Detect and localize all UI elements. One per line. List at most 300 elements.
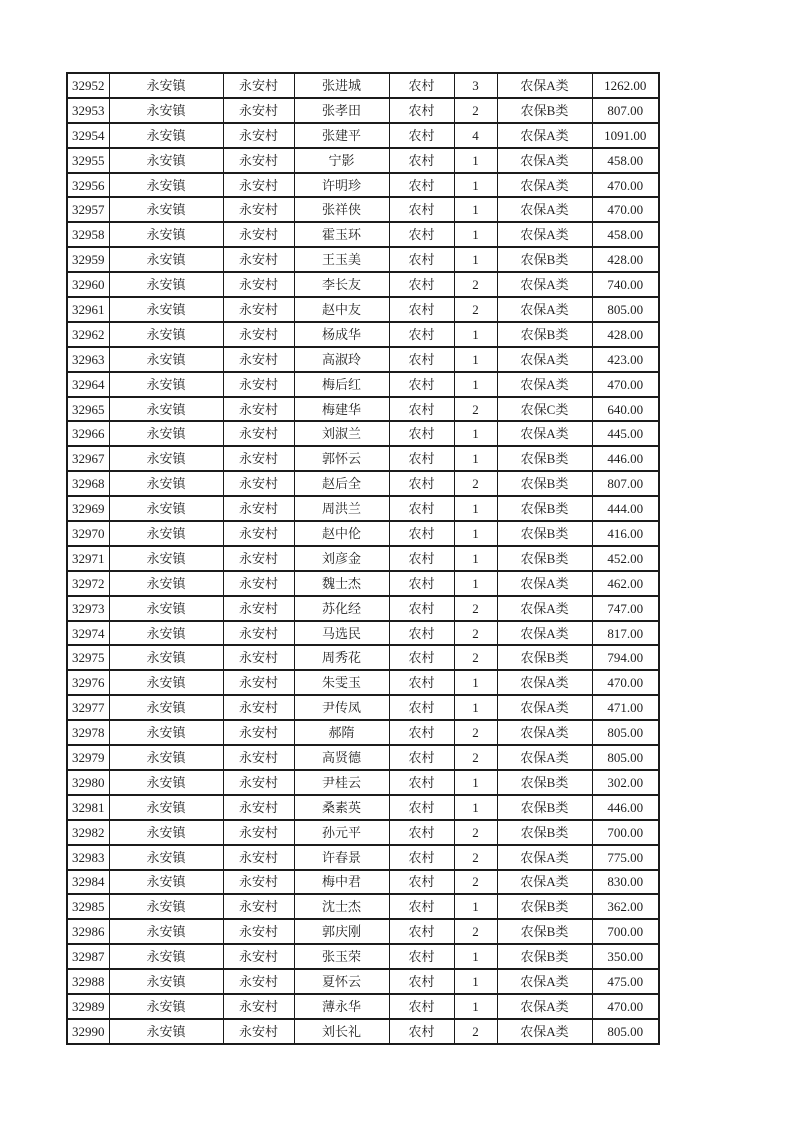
table-row [67,770,659,795]
cell-village: 永安村 [223,123,294,148]
cell-person-name: 苏化经 [294,596,389,621]
cell-record-id: 32990 [67,1019,109,1044]
cell-amount: 458.00 [592,222,659,247]
cell-village: 永安村 [223,148,294,173]
table-row [67,621,659,646]
cell-residence-type: 农村 [389,322,454,347]
cell-residence-type: 农村 [389,521,454,546]
cell-person-name: 桑素英 [294,795,389,820]
table-body [67,73,659,1044]
cell-person-name: 赵中友 [294,297,389,322]
cell-person-name: 马选民 [294,621,389,646]
cell-person-count: 1 [454,347,497,372]
cell-town: 永安镇 [109,894,223,919]
cell-person-count: 1 [454,197,497,222]
cell-residence-type: 农村 [389,446,454,471]
cell-person-count: 1 [454,247,497,272]
cell-residence-type: 农村 [389,795,454,820]
cell-record-id: 32961 [67,297,109,322]
cell-town: 永安镇 [109,546,223,571]
cell-village: 永安村 [223,297,294,322]
cell-insurance-category: 农保B类 [497,820,592,845]
cell-record-id: 32966 [67,421,109,446]
cell-person-count: 1 [454,944,497,969]
cell-village: 永安村 [223,571,294,596]
cell-record-id: 32975 [67,645,109,670]
cell-residence-type: 农村 [389,197,454,222]
cell-village: 永安村 [223,919,294,944]
cell-village: 永安村 [223,197,294,222]
cell-person-count: 1 [454,173,497,198]
table-row [67,720,659,745]
cell-village: 永安村 [223,222,294,247]
cell-record-id: 32972 [67,571,109,596]
cell-residence-type: 农村 [389,670,454,695]
cell-person-count: 2 [454,645,497,670]
cell-record-id: 32955 [67,148,109,173]
cell-village: 永安村 [223,471,294,496]
cell-insurance-category: 农保A类 [497,670,592,695]
cell-insurance-category: 农保A类 [497,372,592,397]
cell-person-count: 1 [454,994,497,1019]
cell-person-count: 2 [454,272,497,297]
cell-town: 永安镇 [109,670,223,695]
cell-residence-type: 农村 [389,720,454,745]
table-row [67,546,659,571]
cell-village: 永安村 [223,870,294,895]
cell-amount: 1262.00 [592,73,659,98]
table-row [67,944,659,969]
cell-amount: 700.00 [592,820,659,845]
cell-residence-type: 农村 [389,596,454,621]
cell-insurance-category: 农保A类 [497,845,592,870]
cell-amount: 830.00 [592,870,659,895]
cell-village: 永安村 [223,770,294,795]
cell-amount: 470.00 [592,994,659,1019]
table-row [67,745,659,770]
cell-person-count: 2 [454,1019,497,1044]
cell-village: 永安村 [223,645,294,670]
cell-record-id: 32958 [67,222,109,247]
cell-record-id: 32980 [67,770,109,795]
cell-village: 永安村 [223,272,294,297]
cell-person-count: 1 [454,770,497,795]
cell-amount: 446.00 [592,446,659,471]
cell-person-count: 2 [454,820,497,845]
cell-record-id: 32965 [67,397,109,422]
cell-village: 永安村 [223,521,294,546]
cell-village: 永安村 [223,596,294,621]
cell-person-count: 1 [454,496,497,521]
cell-village: 永安村 [223,795,294,820]
cell-record-id: 32983 [67,845,109,870]
cell-person-count: 2 [454,471,497,496]
table-row [67,870,659,895]
cell-person-count: 2 [454,919,497,944]
cell-amount: 805.00 [592,720,659,745]
cell-residence-type: 农村 [389,73,454,98]
cell-record-id: 32985 [67,894,109,919]
cell-residence-type: 农村 [389,297,454,322]
cell-person-name: 周秀花 [294,645,389,670]
cell-record-id: 32973 [67,596,109,621]
cell-village: 永安村 [223,969,294,994]
table-row [67,496,659,521]
cell-amount: 475.00 [592,969,659,994]
cell-person-name: 梅后红 [294,372,389,397]
cell-record-id: 32952 [67,73,109,98]
cell-person-count: 1 [454,446,497,471]
table-row [67,73,659,98]
cell-amount: 350.00 [592,944,659,969]
cell-person-count: 1 [454,795,497,820]
cell-record-id: 32978 [67,720,109,745]
cell-village: 永安村 [223,670,294,695]
cell-person-name: 刘彦金 [294,546,389,571]
cell-insurance-category: 农保B类 [497,521,592,546]
cell-amount: 700.00 [592,919,659,944]
cell-person-count: 1 [454,222,497,247]
cell-person-name: 李长友 [294,272,389,297]
cell-person-count: 4 [454,123,497,148]
table-row [67,197,659,222]
cell-village: 永安村 [223,546,294,571]
cell-town: 永安镇 [109,621,223,646]
cell-town: 永安镇 [109,919,223,944]
cell-amount: 807.00 [592,98,659,123]
cell-residence-type: 农村 [389,272,454,297]
cell-person-name: 孙元平 [294,820,389,845]
cell-insurance-category: 农保A类 [497,173,592,198]
cell-person-name: 刘长礼 [294,1019,389,1044]
cell-amount: 444.00 [592,496,659,521]
cell-person-count: 1 [454,148,497,173]
cell-village: 永安村 [223,98,294,123]
cell-residence-type: 农村 [389,372,454,397]
cell-residence-type: 农村 [389,770,454,795]
cell-person-count: 2 [454,397,497,422]
cell-town: 永安镇 [109,272,223,297]
cell-insurance-category: 农保B类 [497,795,592,820]
cell-amount: 805.00 [592,1019,659,1044]
cell-insurance-category: 农保A类 [497,297,592,322]
cell-village: 永安村 [223,173,294,198]
table-row [67,894,659,919]
cell-person-count: 2 [454,297,497,322]
cell-town: 永安镇 [109,521,223,546]
cell-amount: 445.00 [592,421,659,446]
cell-amount: 458.00 [592,148,659,173]
cell-town: 永安镇 [109,347,223,372]
cell-amount: 302.00 [592,770,659,795]
cell-amount: 470.00 [592,197,659,222]
cell-town: 永安镇 [109,720,223,745]
cell-person-count: 2 [454,621,497,646]
cell-residence-type: 农村 [389,845,454,870]
cell-record-id: 32954 [67,123,109,148]
table-row [67,347,659,372]
cell-record-id: 32979 [67,745,109,770]
cell-residence-type: 农村 [389,397,454,422]
cell-amount: 362.00 [592,894,659,919]
cell-person-count: 1 [454,969,497,994]
table-row [67,297,659,322]
cell-village: 永安村 [223,372,294,397]
cell-person-name: 郝隋 [294,720,389,745]
cell-residence-type: 农村 [389,148,454,173]
cell-record-id: 32963 [67,347,109,372]
cell-town: 永安镇 [109,297,223,322]
cell-town: 永安镇 [109,197,223,222]
cell-insurance-category: 农保B类 [497,919,592,944]
cell-person-name: 张祥侠 [294,197,389,222]
insurance-payment-table [66,72,660,1045]
cell-person-count: 2 [454,745,497,770]
cell-insurance-category: 农保A类 [497,1019,592,1044]
cell-residence-type: 农村 [389,621,454,646]
cell-insurance-category: 农保A类 [497,272,592,297]
table-row [67,994,659,1019]
table-row [67,123,659,148]
cell-insurance-category: 农保B类 [497,471,592,496]
table-row [67,795,659,820]
cell-person-count: 2 [454,596,497,621]
cell-insurance-category: 农保A类 [497,148,592,173]
cell-residence-type: 农村 [389,98,454,123]
cell-person-name: 许春景 [294,845,389,870]
cell-record-id: 32969 [67,496,109,521]
cell-person-name: 高贤德 [294,745,389,770]
cell-residence-type: 农村 [389,894,454,919]
cell-person-name: 尹桂云 [294,770,389,795]
cell-person-name: 赵后全 [294,471,389,496]
table-row [67,845,659,870]
cell-record-id: 32986 [67,919,109,944]
cell-amount: 1091.00 [592,123,659,148]
table-row [67,322,659,347]
cell-amount: 805.00 [592,745,659,770]
cell-amount: 740.00 [592,272,659,297]
cell-insurance-category: 农保B类 [497,496,592,521]
cell-village: 永安村 [223,621,294,646]
cell-residence-type: 农村 [389,745,454,770]
cell-town: 永安镇 [109,372,223,397]
cell-village: 永安村 [223,994,294,1019]
cell-town: 永安镇 [109,820,223,845]
cell-insurance-category: 农保C类 [497,397,592,422]
cell-amount: 471.00 [592,695,659,720]
cell-record-id: 32968 [67,471,109,496]
cell-insurance-category: 农保B类 [497,322,592,347]
cell-person-count: 1 [454,421,497,446]
table-row [67,247,659,272]
cell-amount: 470.00 [592,670,659,695]
cell-person-count: 2 [454,98,497,123]
cell-insurance-category: 农保A类 [497,720,592,745]
cell-person-count: 2 [454,720,497,745]
cell-insurance-category: 农保A类 [497,197,592,222]
table-row [67,222,659,247]
table-row [67,173,659,198]
cell-record-id: 32989 [67,994,109,1019]
cell-residence-type: 农村 [389,222,454,247]
cell-record-id: 32971 [67,546,109,571]
cell-residence-type: 农村 [389,820,454,845]
cell-insurance-category: 农保B类 [497,546,592,571]
table-row [67,571,659,596]
cell-insurance-category: 农保B类 [497,645,592,670]
cell-person-name: 梅中君 [294,870,389,895]
cell-town: 永安镇 [109,421,223,446]
cell-record-id: 32976 [67,670,109,695]
cell-person-name: 郭庆刚 [294,919,389,944]
cell-village: 永安村 [223,347,294,372]
cell-town: 永安镇 [109,173,223,198]
cell-residence-type: 农村 [389,695,454,720]
cell-person-count: 1 [454,372,497,397]
cell-amount: 807.00 [592,471,659,496]
table-row [67,372,659,397]
cell-town: 永安镇 [109,496,223,521]
cell-residence-type: 农村 [389,919,454,944]
cell-town: 永安镇 [109,994,223,1019]
cell-town: 永安镇 [109,322,223,347]
cell-town: 永安镇 [109,795,223,820]
cell-record-id: 32960 [67,272,109,297]
cell-insurance-category: 农保B类 [497,446,592,471]
cell-insurance-category: 农保A类 [497,695,592,720]
cell-person-name: 许明珍 [294,173,389,198]
cell-town: 永安镇 [109,944,223,969]
cell-insurance-category: 农保A类 [497,745,592,770]
cell-amount: 428.00 [592,322,659,347]
cell-record-id: 32967 [67,446,109,471]
cell-record-id: 32956 [67,173,109,198]
cell-amount: 805.00 [592,297,659,322]
cell-residence-type: 农村 [389,247,454,272]
cell-town: 永安镇 [109,222,223,247]
cell-town: 永安镇 [109,645,223,670]
cell-town: 永安镇 [109,1019,223,1044]
table-row [67,521,659,546]
cell-residence-type: 农村 [389,994,454,1019]
cell-residence-type: 农村 [389,645,454,670]
cell-village: 永安村 [223,745,294,770]
cell-person-count: 1 [454,571,497,596]
cell-town: 永安镇 [109,745,223,770]
cell-person-name: 周洪兰 [294,496,389,521]
cell-village: 永安村 [223,446,294,471]
cell-residence-type: 农村 [389,944,454,969]
cell-village: 永安村 [223,496,294,521]
cell-residence-type: 农村 [389,571,454,596]
cell-village: 永安村 [223,1019,294,1044]
cell-residence-type: 农村 [389,969,454,994]
cell-town: 永安镇 [109,770,223,795]
cell-residence-type: 农村 [389,471,454,496]
cell-residence-type: 农村 [389,546,454,571]
cell-amount: 462.00 [592,571,659,596]
table-row [67,421,659,446]
cell-record-id: 32984 [67,870,109,895]
cell-amount: 428.00 [592,247,659,272]
cell-amount: 416.00 [592,521,659,546]
cell-amount: 470.00 [592,173,659,198]
cell-insurance-category: 农保A类 [497,222,592,247]
table-row [67,1019,659,1044]
table-row [67,670,659,695]
cell-town: 永安镇 [109,397,223,422]
cell-insurance-category: 农保A类 [497,994,592,1019]
cell-town: 永安镇 [109,845,223,870]
cell-record-id: 32953 [67,98,109,123]
cell-person-name: 郭怀云 [294,446,389,471]
table-row [67,446,659,471]
cell-residence-type: 农村 [389,173,454,198]
cell-insurance-category: 农保A类 [497,969,592,994]
cell-insurance-category: 农保A类 [497,347,592,372]
table-row [67,397,659,422]
cell-residence-type: 农村 [389,123,454,148]
cell-residence-type: 农村 [389,421,454,446]
table-row [67,969,659,994]
cell-record-id: 32987 [67,944,109,969]
cell-record-id: 32970 [67,521,109,546]
cell-person-name: 杨成华 [294,322,389,347]
table-row [67,645,659,670]
cell-town: 永安镇 [109,73,223,98]
cell-village: 永安村 [223,944,294,969]
table-row [67,919,659,944]
cell-person-name: 霍玉环 [294,222,389,247]
cell-insurance-category: 农保A类 [497,123,592,148]
cell-person-name: 王玉美 [294,247,389,272]
cell-town: 永安镇 [109,123,223,148]
cell-residence-type: 农村 [389,1019,454,1044]
cell-town: 永安镇 [109,446,223,471]
cell-residence-type: 农村 [389,496,454,521]
cell-person-count: 1 [454,521,497,546]
cell-village: 永安村 [223,322,294,347]
cell-person-name: 薄永华 [294,994,389,1019]
cell-amount: 423.00 [592,347,659,372]
cell-town: 永安镇 [109,596,223,621]
cell-amount: 747.00 [592,596,659,621]
cell-insurance-category: 农保A类 [497,73,592,98]
cell-person-count: 1 [454,546,497,571]
cell-record-id: 32962 [67,322,109,347]
cell-village: 永安村 [223,894,294,919]
cell-person-name: 沈士杰 [294,894,389,919]
table-row [67,695,659,720]
cell-record-id: 32982 [67,820,109,845]
cell-person-name: 朱雯玉 [294,670,389,695]
cell-insurance-category: 农保B类 [497,247,592,272]
cell-person-name: 张建平 [294,123,389,148]
cell-person-count: 3 [454,73,497,98]
cell-person-name: 赵中伦 [294,521,389,546]
cell-village: 永安村 [223,720,294,745]
cell-village: 永安村 [223,421,294,446]
cell-village: 永安村 [223,695,294,720]
cell-insurance-category: 农保A类 [497,421,592,446]
cell-insurance-category: 农保B类 [497,944,592,969]
cell-village: 永安村 [223,820,294,845]
cell-record-id: 32964 [67,372,109,397]
cell-amount: 470.00 [592,372,659,397]
cell-town: 永安镇 [109,695,223,720]
cell-person-name: 宁影 [294,148,389,173]
